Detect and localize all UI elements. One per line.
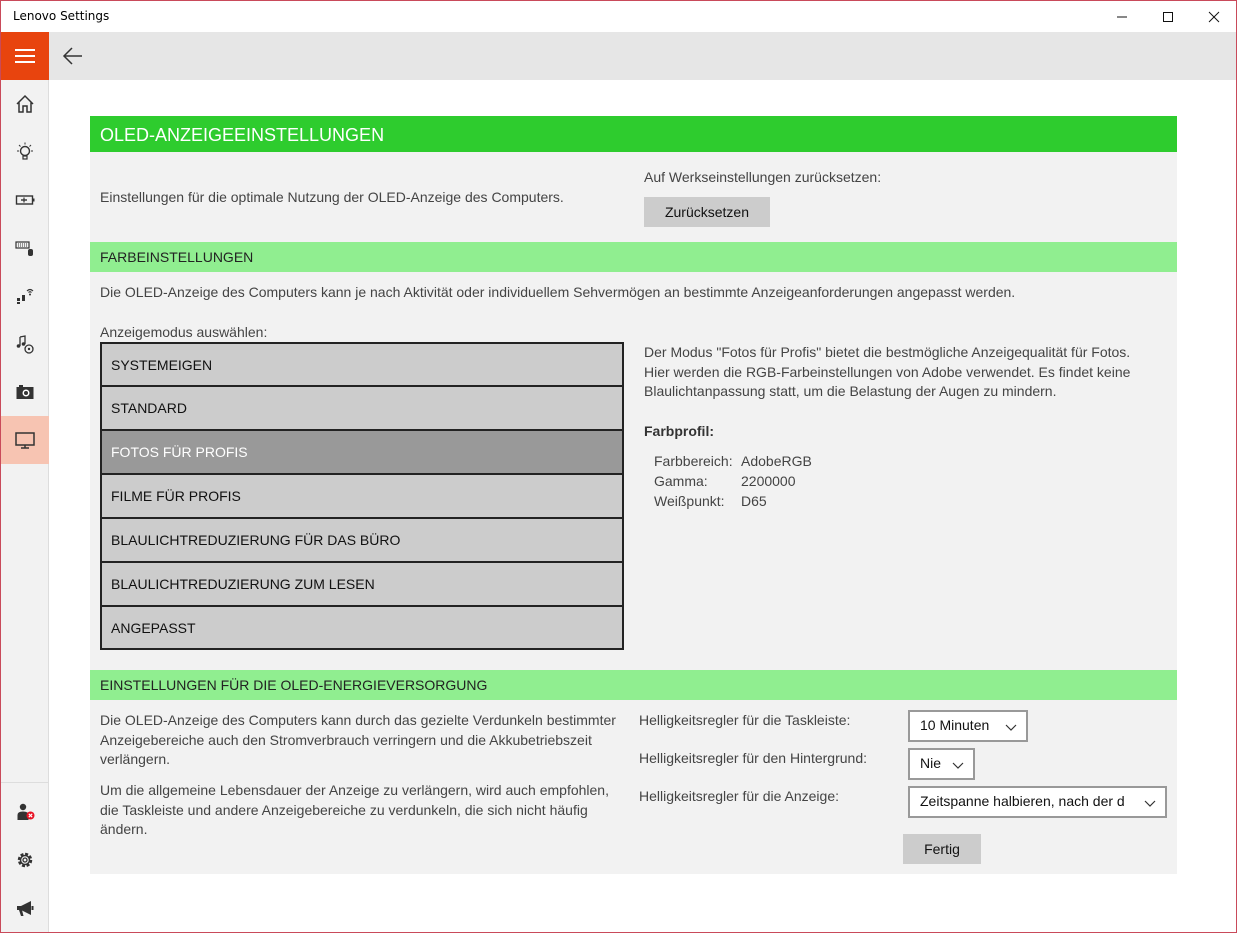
sidebar-item-network[interactable]	[1, 272, 49, 320]
display-dimmer-select[interactable]	[908, 786, 1167, 818]
mode-item-movies-pro[interactable]: FILME FÜR PROFIS	[100, 474, 624, 518]
sidebar-item-lighting[interactable]	[1, 128, 49, 176]
done-button[interactable]: Fertig	[903, 834, 981, 864]
sidebar-item-power[interactable]	[1, 176, 49, 224]
power-description-2: Um die allgemeine Lebensdauer der Anzeige zu verlängern, wird auch empfohlen, die Taskleiste und andere Anzeigebereiche zu verdunkeln, die sich nicht häufig ändern.	[100, 782, 609, 837]
top-bar	[49, 32, 1236, 80]
chevron-down-icon	[1004, 720, 1018, 734]
power-section-header: EINSTELLUNGEN FÜR DIE OLED-ENERGIEVERSORGUNG	[90, 670, 1177, 700]
maximize-button[interactable]	[1145, 1, 1191, 32]
chevron-down-icon	[1143, 796, 1157, 810]
mode-item-bluelight-office[interactable]: BLAULICHTREDUZIERUNG FÜR DAS BÜRO	[100, 518, 624, 562]
keyboard-icon	[14, 237, 36, 259]
profile-title: Farbprofil:	[644, 423, 714, 439]
power-description-1: Die OLED-Anzeige des Computers kann durch das gezielte Verdunkeln bestimmter Anzeigebereiche auch den Stromverbrauch verringern und die Akkubetriebszeit verlängern.	[100, 712, 616, 767]
display-dimmer-value: Zeitspanne halbieren, nach der d	[920, 793, 1125, 809]
profile-whitepoint-label: Weißpunkt:	[654, 493, 725, 509]
mode-item-photos-pro[interactable]: FOTOS FÜR PROFIS	[100, 430, 624, 474]
mode-item-system[interactable]: SYSTEMEIGEN	[100, 342, 624, 386]
intro-description: Einstellungen für die optimale Nutzung der OLED-Anzeige des Computers.	[100, 189, 564, 205]
sidebar-item-display[interactable]	[1, 416, 49, 464]
battery-icon	[14, 189, 36, 211]
sidebar-item-audio[interactable]	[1, 320, 49, 368]
display-icon	[14, 429, 36, 451]
minimize-button[interactable]	[1099, 1, 1145, 32]
profile-range-value: AdobeRGB	[741, 453, 812, 469]
display-mode-list	[100, 342, 624, 650]
mode-item-standard[interactable]: STANDARD	[100, 386, 624, 430]
user-alert-icon	[14, 801, 36, 823]
mode-item-custom[interactable]: ANGEPASST	[100, 606, 624, 650]
settings-gear-icon	[14, 849, 36, 871]
mode-label: Anzeigemodus auswählen:	[100, 324, 268, 340]
sidebar-item-account[interactable]	[1, 788, 49, 836]
hamburger-menu-button[interactable]	[1, 32, 49, 80]
title-bar	[1, 1, 1236, 32]
megaphone-icon	[14, 897, 36, 919]
network-icon	[14, 285, 36, 307]
hamburger-line	[15, 55, 35, 57]
camera-icon	[14, 381, 36, 403]
page-title: OLED-ANZEIGEEINSTELLUNGEN	[90, 116, 1177, 152]
close-button[interactable]	[1191, 1, 1237, 32]
display-dimmer-label: Helligkeitsregler für die Anzeige:	[639, 788, 839, 804]
color-section-header: FARBEINSTELLUNGEN	[90, 242, 1177, 272]
back-arrow-icon[interactable]	[61, 44, 85, 68]
power-panel	[90, 700, 1177, 874]
minimize-icon	[1116, 11, 1128, 23]
sidebar-item-input[interactable]	[1, 224, 49, 272]
home-icon	[14, 93, 36, 115]
reset-button[interactable]: Zurücksetzen	[644, 197, 770, 227]
close-icon	[1208, 11, 1220, 23]
profile-range-label: Farbbereich:	[654, 453, 733, 469]
taskbar-dimmer-value: 10 Minuten	[920, 717, 990, 733]
maximize-icon	[1162, 11, 1174, 23]
sidebar-item-home[interactable]	[1, 80, 49, 128]
chevron-down-icon	[951, 758, 965, 772]
sidebar	[1, 32, 49, 932]
mode-item-bluelight-reading[interactable]: BLAULICHTREDUZIERUNG ZUM LESEN	[100, 562, 624, 606]
window-title: Lenovo Settings	[13, 9, 110, 23]
sidebar-item-camera[interactable]	[1, 368, 49, 416]
taskbar-dimmer-select[interactable]	[908, 710, 1028, 742]
intro-panel	[90, 152, 1177, 242]
audio-icon	[14, 333, 36, 355]
profile-whitepoint-value: D65	[741, 493, 767, 509]
mode-description: Der Modus "Fotos für Profis" bietet die bestmögliche Anzeigequalität für Fotos. Hier werden die RGB-Farbeinstellungen von Adobe verwendet. Es findet keine Blaulichtanpassung statt, um die Belastung der Augen zu mindern.	[644, 344, 1131, 399]
taskbar-dimmer-label: Helligkeitsregler für die Taskleiste:	[639, 712, 851, 728]
sidebar-item-feedback[interactable]	[1, 884, 49, 932]
color-description: Die OLED-Anzeige des Computers kann je nach Aktivität oder individuellem Sehvermögen an bestimmte Anzeigeanforderungen angepasst werden.	[100, 284, 1016, 300]
sidebar-divider	[1, 782, 49, 783]
background-dimmer-select[interactable]	[908, 748, 975, 780]
reset-label: Auf Werkseinstellungen zurücksetzen:	[644, 169, 882, 185]
profile-gamma-label: Gamma:	[654, 473, 708, 489]
sidebar-item-settings[interactable]	[1, 836, 49, 884]
background-dimmer-value: Nie	[920, 755, 942, 771]
hamburger-line	[15, 61, 35, 63]
lightbulb-icon	[14, 141, 36, 163]
profile-gamma-value: 2200000	[741, 473, 796, 489]
background-dimmer-label: Helligkeitsregler für den Hintergrund:	[639, 750, 867, 766]
hamburger-line	[15, 49, 35, 51]
